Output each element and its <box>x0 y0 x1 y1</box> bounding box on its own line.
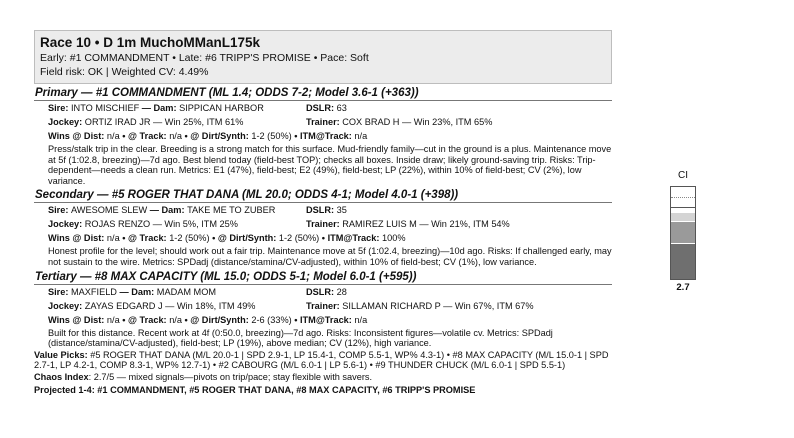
value-picks-text: #5 ROGER THAT DANA (M/L 20.0-1 | SPD 2.9-1, LP 15.4-1, COMP 5.5-1, WP% 4.3-1) • #8 MAX CAPACITY (M/L 15.0-1 | SPD 2.7-1, LP 4.2-1, COMP 8.3-1, WP% 12.7-1) • #2 CABOURG (M/L 6.0-1 | LP 5.6-1) • #9 THUNDER CHUCK (M/L 6.0-1 | SPD 5.5-1) <box>34 349 609 371</box>
pick-notes: Press/stalk trip in the clear. Breeding is a strong match for this surface. Mud-friendly family—cut in the ground is a plus. Maintenance move at 5f (1:02.8, breezing)—7d ago. Best blend today (field-best TOP); checks all boxes. Inside draw; likely ground-saving trip. Risks: Trip-dependent—needs a clean run. Metrics: E1 (47%), field-best; E2 (49%), field-best; LP (22%), within 10% of field-best; CV (2%), low variance. <box>48 144 612 186</box>
jockey-label: Jockey: <box>48 117 83 127</box>
ci-segment-dark <box>671 244 695 279</box>
stat-value: 2-6 (33%) <box>251 314 292 325</box>
jockey-label: Jockey: <box>48 300 83 311</box>
stat-label: Wins @ Dist: <box>48 233 105 244</box>
connections-row <box>34 299 612 313</box>
race-risk-line: Field risk: OK | Weighted CV: 4.49% <box>40 66 209 78</box>
connections-row <box>34 217 612 231</box>
pedigree-row: Sire: MAXFIELD — Dam: MADAM MOM DSLR: 28 <box>48 286 347 297</box>
stat-value: n/a <box>106 131 120 141</box>
jockey-value: ZAYAS EDGARD J — Win 18%, ITM 49% <box>84 300 256 311</box>
sire-label: Sire: <box>48 103 69 113</box>
value-picks-label: Value Picks: <box>34 349 88 360</box>
pick-secondary <box>34 189 612 267</box>
pick-primary <box>34 87 612 186</box>
stat-value: 100% <box>381 233 406 244</box>
stat-label: @ Track: <box>128 233 167 244</box>
projected-order: Projected 1-4: #1 COMMANDMENT, #5 ROGER THAT DANA, #8 MAX CAPACITY, #6 TRIPP'S PROMISE <box>34 384 476 395</box>
sire-value: INTO MISCHIEF <box>71 103 140 113</box>
race-pace-line: Early: #1 COMMANDMENT • Late: #6 TRIPP'S PROMISE • Pace: Soft <box>40 52 369 64</box>
dam-value: MADAM MOM <box>156 286 216 297</box>
stat-value: 1-2 (50%) <box>251 131 292 141</box>
race-header <box>34 30 612 84</box>
stat-label: @ Track: <box>128 314 167 325</box>
ci-marker-line <box>671 197 695 199</box>
dslr-label: DSLR: <box>306 286 335 297</box>
ci-value: 2.7 <box>676 282 690 293</box>
dslr-value: 28 <box>336 286 347 297</box>
dam-value: SIPPICAN HARBOR <box>179 103 264 113</box>
sire-label: Sire: <box>48 286 69 297</box>
stat-value: n/a <box>106 233 120 244</box>
trainer-value: RAMIREZ LUIS M — Win 21%, ITM 54% <box>342 219 510 230</box>
pick-tertiary <box>34 271 612 349</box>
stat-value: n/a <box>354 314 368 325</box>
dam-value: TAKE ME TO ZUBER <box>187 205 276 216</box>
race-title: Race 10 • D 1m MuchoMManL175k <box>40 35 261 50</box>
stat-label: Wins @ Dist: <box>48 131 105 141</box>
trainer-label: Trainer: <box>306 219 340 230</box>
pedigree-row: Sire: INTO MISCHIEF — Dam: SIPPICAN HARBOR DSLR: 63 <box>48 103 347 113</box>
dam-label: Dam: <box>161 205 185 216</box>
jockey-label: Jockey: <box>48 219 83 230</box>
chaos-index <box>34 372 612 383</box>
wins-stats: Wins @ Dist: n/a • @ Track: 1-2 (50%) • @ Dirt/Synth: 1-2 (50%) • ITM@Track: 100% <box>48 233 406 244</box>
pedigree-row: Sire: AWESOME SLEW — Dam: TAKE ME TO ZUBER DSLR: 35 <box>48 205 347 216</box>
stat-value: n/a <box>354 131 368 141</box>
trainer-value: SILLAMAN RICHARD P — Win 67%, ITM 67% <box>342 300 534 311</box>
dam-label: Dam: <box>131 286 155 297</box>
pick-notes: Honest profile for the level; should work out a fair trip. Maintenance move at 5f (1:02.4, breezing)—10d ago. Risks: If challenged early, may not sustain to the wire. Metrics: SPDadj (distance/stamina/CV-adjusted), within 10% of field-best; CV (1%), low variance. <box>48 246 612 267</box>
ci-segment-mid <box>671 222 695 243</box>
stat-label: ITM@Track: <box>327 233 380 244</box>
trainer-label: Trainer: <box>306 117 340 127</box>
connections-row <box>34 115 612 129</box>
stat-value: n/a <box>169 131 182 141</box>
stat-value: n/a <box>106 314 120 325</box>
dslr-label: DSLR: <box>306 205 335 216</box>
jockey-value: ROJAS RENZO — Win 5%, ITM 25% <box>84 219 238 230</box>
ci-bar <box>670 186 696 280</box>
stat-label: @ Dirt/Synth: <box>190 314 249 325</box>
chaos-text: : 2.7/5 — mixed signals—pivots on trip/pace; stay flexible with savers. <box>88 371 373 382</box>
ci-label: CI <box>678 170 688 181</box>
pick-heading: Secondary — #5 ROGER THAT DANA (ML 20.0; ODDS 4-1; Model 4.0-1 (+398)) <box>34 189 612 203</box>
chaos-label: Chaos Index <box>34 371 89 382</box>
trainer-label: Trainer: <box>306 300 340 311</box>
dslr-value: 35 <box>336 205 347 216</box>
wins-stats: Wins @ Dist: n/a • @ Track: n/a • @ Dirt/Synth: 1-2 (50%) • ITM@Track: n/a <box>48 131 368 141</box>
stat-value: 1-2 (50%) <box>169 233 210 244</box>
ci-segment-light <box>671 213 695 221</box>
stat-value: 1-2 (50%) <box>278 233 320 244</box>
dam-label: Dam: <box>153 103 177 113</box>
stat-label: Wins @ Dist: <box>48 314 105 325</box>
race-summary <box>34 30 612 397</box>
ci-divider <box>671 207 695 208</box>
stat-label: ITM@Track: <box>300 314 352 325</box>
pick-notes: Built for this distance. Recent work at 4f (0:50.0, breezing)—7d ago. Risks: Inconsistent figures—volatile cv. Metrics: SPDadj (distance/stamina/CV-adjusted), field-best; LP (19%), above median; CV (12%), high variance. <box>48 327 553 349</box>
jockey-value: ORTIZ IRAD JR — Win 25%, ITM 61% <box>84 117 244 127</box>
ci-gauge <box>670 170 696 293</box>
wins-stats: Wins @ Dist: n/a • @ Track: n/a • @ Dirt/Synth: 2-6 (33%) • ITM@Track: n/a <box>48 314 368 325</box>
value-picks <box>34 350 612 371</box>
stat-value: n/a <box>169 314 182 325</box>
sire-value: AWESOME SLEW <box>71 205 148 216</box>
pick-heading: Primary — #1 COMMANDMENT (ML 1.4; ODDS 7-2; Model 3.6-1 (+363)) <box>34 87 612 101</box>
sire-label: Sire: <box>48 205 69 216</box>
dslr-value: 63 <box>336 103 347 113</box>
pick-heading: Tertiary — #8 MAX CAPACITY (ML 15.0; ODDS 5-1; Model 6.0-1 (+595)) <box>34 271 612 285</box>
stat-label: @ Dirt/Synth: <box>190 131 249 141</box>
dslr-label: DSLR: <box>306 103 335 113</box>
stat-label: @ Dirt/Synth: <box>217 233 277 244</box>
stat-label: ITM@Track: <box>300 131 352 141</box>
trainer-value: COX BRAD H — Win 23%, ITM 65% <box>342 117 493 127</box>
ci-segment-empty <box>671 187 695 197</box>
stat-label: @ Track: <box>128 131 167 141</box>
sire-value: MAXFIELD <box>71 286 117 297</box>
